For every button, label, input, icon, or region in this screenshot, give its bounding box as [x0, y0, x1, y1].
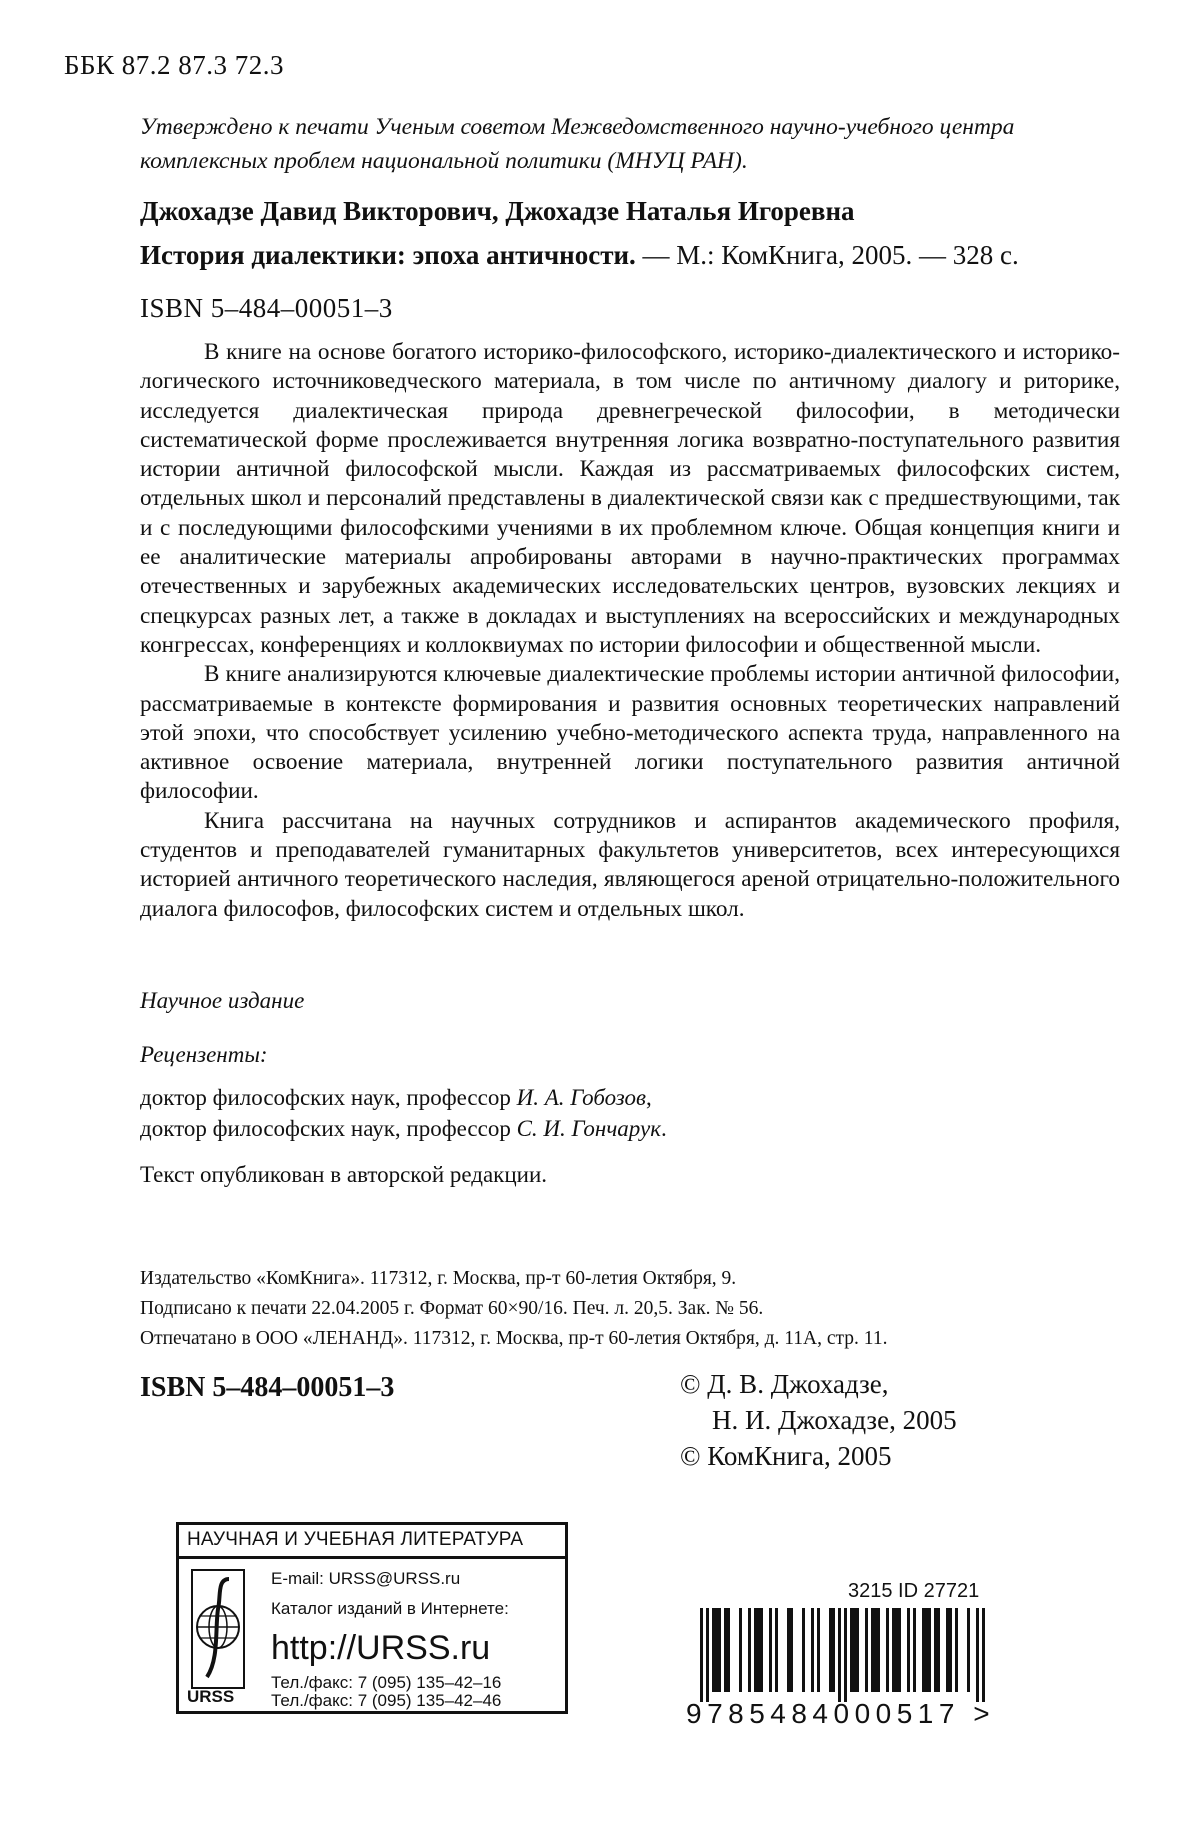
barcode-bar [727, 1608, 730, 1692]
barcode-bar [892, 1608, 895, 1692]
barcode-bar [790, 1608, 793, 1692]
barcode-bar [982, 1608, 985, 1702]
barcode-bar [907, 1608, 910, 1692]
barcode-bar [817, 1608, 820, 1692]
barcode-bar [853, 1608, 856, 1692]
imprint-line: Отпечатано в ООО «ЛЕНАНД». 117312, г. Москва, пр-т 60-летия Октября, д. 11А, стр. 11. [140, 1328, 888, 1349]
barcode-bar [757, 1608, 760, 1692]
barcode-bar [955, 1608, 958, 1692]
barcode-bar [895, 1608, 898, 1692]
imprint-line: Издательство «КомКнига». 117312, г. Москва, пр-т 60-летия Октября, 9. [140, 1268, 737, 1289]
barcode-bar [949, 1608, 952, 1692]
barcode-bar [850, 1608, 853, 1692]
publisher-box-header: НАУЧНАЯ И УЧЕБНАЯ ЛИТЕРАТУРА [179, 1525, 565, 1559]
reviewers-title: Рецензенты: [140, 1042, 268, 1067]
barcode-bar [715, 1608, 718, 1692]
barcode-bar [787, 1608, 790, 1692]
barcode-bar [865, 1608, 868, 1692]
publisher-catalog-label: Каталог изданий в Интернете: [271, 1599, 509, 1618]
barcode-block [680, 1580, 1010, 1730]
annotation [140, 338, 1120, 924]
barcode-bar [844, 1608, 847, 1702]
barcode-bar [856, 1608, 859, 1692]
publisher-phone: Тел./факс: 7 (095) 135–42–16 [271, 1673, 502, 1692]
barcode-id: 3215 ID 27721 [848, 1580, 980, 1602]
edition-type: Научное издание [140, 988, 305, 1013]
barcode-bar [886, 1608, 889, 1692]
isbn-bottom: ISBN 5–484–00051–3 [140, 1372, 395, 1403]
globe-icon [191, 1569, 245, 1689]
barcode-digits: 9785484000517 > [686, 1698, 996, 1729]
barcode-bar [802, 1608, 805, 1692]
urss-logo-text: URSS [187, 1687, 235, 1706]
barcode-bar [748, 1608, 751, 1692]
reviewers-list [140, 1082, 667, 1144]
barcode-bar [898, 1608, 901, 1692]
publication-details: — М.: КомКнига, 2005. — 328 с. [635, 240, 1019, 270]
publisher-info-box [176, 1522, 568, 1714]
barcode-bar [700, 1608, 703, 1702]
approval-note: Утверждено к печати Ученым советом Межведомственного научно-учебного центра комплексных проблем национальной политики (МНУЦ РАН). [140, 114, 1015, 174]
barcode-bar [718, 1608, 721, 1692]
copyright-line: © Д. В. Джохадзе, [680, 1369, 889, 1399]
barcode-bar [946, 1608, 949, 1692]
barcode-bar [874, 1608, 877, 1692]
barcode [680, 1608, 1000, 1702]
barcode-bar [922, 1608, 925, 1692]
barcode-bar [724, 1608, 727, 1692]
barcode-bar [769, 1608, 772, 1692]
annotation-paragraph: В книге анализируются ключевые диалектические проблемы истории античной философии, рассматриваемые в контексте формирования и развития основных теоретических направлений этой эпохи, что способствует усилению учебно-методического аспекта труда, направленного на активное освоение материала, внутренней логики поступательного развития античной философии. [140, 661, 1120, 805]
barcode-bar [838, 1608, 841, 1702]
barcode-bar [913, 1608, 916, 1692]
barcode-bar [934, 1608, 937, 1692]
annotation-paragraph: Книга рассчитана на научных сотрудников и аспирантов академического профиля, студентов и преподавателей гуманитарных факультетов университетов, всех интересующихся историей античного теоретического наследия, являющегося ареной отрицательно-положительного диалога философов, философских систем и отдельных школ. [140, 807, 1120, 922]
barcode-bar [739, 1608, 742, 1692]
barcode-bar [937, 1608, 940, 1692]
copyright-line: © КомКнига, 2005 [680, 1441, 892, 1471]
publisher-email: E-mail: URSS@URSS.ru [271, 1569, 461, 1588]
authors: Джохадзе Давид Викторович, Джохадзе Наталья Игоревна [140, 196, 855, 226]
book-title: История диалектики: эпоха античности. [140, 240, 636, 270]
barcode-bar [967, 1608, 970, 1692]
publisher-phone: Тел./факс: 7 (095) 135–42–46 [271, 1691, 502, 1710]
reviewer: доктор философских наук, профессор И. А. Гобозов, [140, 1085, 652, 1110]
barcode-bar [832, 1608, 835, 1692]
copyright-line: Н. И. Джохадзе, 2005 [712, 1405, 957, 1435]
barcode-bar [760, 1608, 763, 1692]
annotation-paragraph: В книге на основе богатого историко-философского, историко-диалектического и историко-логического источниковедческого материала, в том числе по античному диалогу и риторике, исследуется диалектическая природа древнегреческой философии, в методически систематической форме прослеживается внутренняя логика возвратно-поступательного развития истории античной философской мысли. Каждая из рассматриваемых философских систем, отдельных школ и персоналий представлены в диалектической связи как с предшествующими, так и с последующими философскими учениями в их проблемном ключе. Общая концепция книги и ее аналитические материалы апробированы авторами в научно-практических программах отечественных и зарубежных академических исследовательских центров, вузовских лекциях и спецкурсах разных лет, а также в докладах и выступлениях на всероссийских и международных конгрессах, конференциях и коллоквиумах по истории философии и общественной мысли. [140, 339, 1120, 658]
barcode-bar [829, 1608, 832, 1692]
publisher-url: http://URSS.ru [271, 1629, 491, 1667]
barcode-bar [976, 1608, 979, 1702]
reviewer: доктор философских наук, профессор С. И. Гончарук. [140, 1116, 667, 1141]
bibliographic-title [140, 240, 1019, 271]
barcode-bar [871, 1608, 874, 1692]
barcode-bar [877, 1608, 880, 1692]
copyright [680, 1366, 957, 1474]
isbn-top: ISBN 5–484–00051–3 [140, 293, 393, 323]
published-note: Текст опубликован в авторской редакции. [140, 1162, 548, 1187]
barcode-bar [775, 1608, 778, 1692]
imprint [140, 1264, 887, 1354]
barcode-bar [811, 1608, 814, 1692]
barcode-bar [712, 1608, 715, 1692]
barcode-bar [925, 1608, 928, 1692]
bbk-code: ББК 87.2 87.3 72.3 [64, 50, 285, 80]
imprint-line: Подписано к печати 22.04.2005 г. Формат 60×90/16. Печ. л. 20,5. Зак. № 56. [140, 1298, 764, 1319]
barcode-bar [754, 1608, 757, 1692]
barcode-bar [706, 1608, 709, 1702]
barcode-bar [928, 1608, 931, 1692]
